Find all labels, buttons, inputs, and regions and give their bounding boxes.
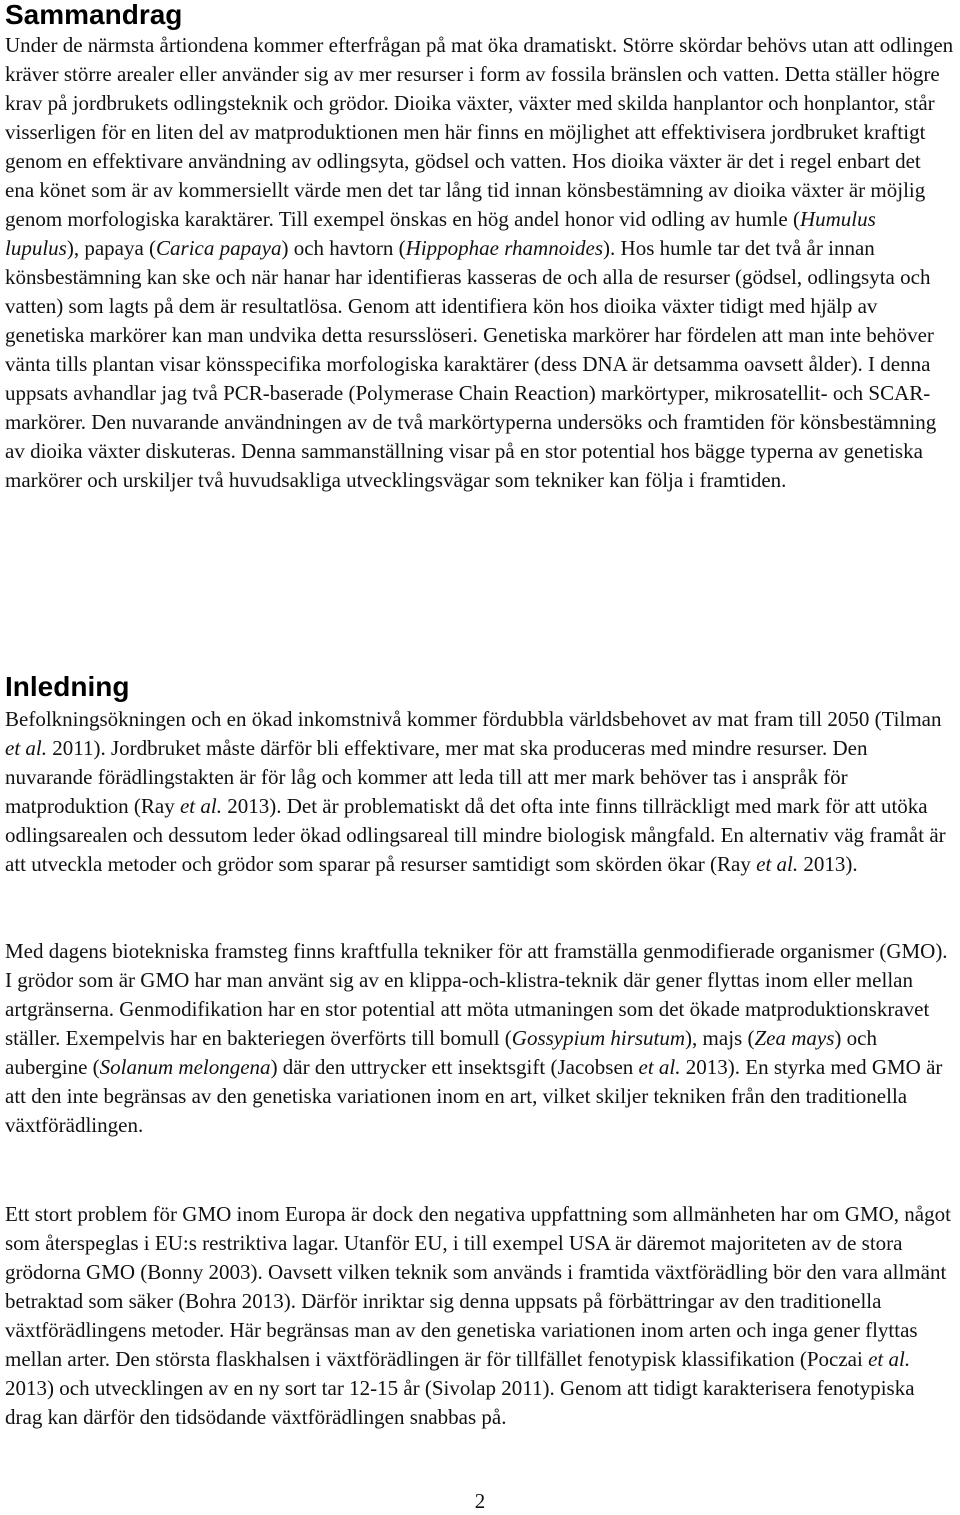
text-run: Under de närmsta årtiondena kommer efterfrågan på mat öka dramatiskt. Större skördar behövs utan att odlingen kräver större arealer eller använder sig av mer resurser i form av fossila bränslen och vatten. Detta ställer högre krav på jordbrukets odlingsteknik och grödor. Dioika växter, växter med skilda hanplantor och honplantor, står visserligen för en liten del av matproduktionen men här finns en möjlighet att effektivisera jordbruket kraftigt genom en effektivare användning av odlingsyta, gödsel och vatten. Hos dioika växter är det i regel enbart det ena könet som är av kommersiellt värde men det tar lång tid innan könsbestämning av dioika växter är möjlig genom morfologiska karaktärer. Till exempel önskas en hög andel honor vid odling av humle ( <box>5 33 954 231</box>
text-run: 2013). Det är problematiskt då det ofta inte finns tillräckligt med mark för att utöka odlingsarealen och dessutom leder ökad odlingsareal till mindre biologisk mångfald. En alternativ väg framåt är att utveckla metoder och grödor som sparar på resurser samtidigt som skörden ökar (Ray <box>5 794 946 876</box>
intro-paragraph-1 <box>5 705 955 879</box>
intro-paragraph-3 <box>5 1200 955 1432</box>
text-run: Befolkningsökningen och en ökad inkomstnivå kommer fördubbla världsbehovet av mat fram till 2050 (Tilman <box>5 707 942 731</box>
text-run: ), majs ( <box>685 1026 755 1050</box>
text-run: ) där den uttrycker ett insektsgift (Jacobsen <box>270 1055 639 1079</box>
intro-paragraph-2 <box>5 937 955 1140</box>
text-run: Ett stort problem för GMO inom Europa är dock den negativa uppfattning som allmänheten har om GMO, något som återspeglas i EU:s restriktiva lagar. Utanför EU, i till exempel USA är däremot majoriteten av de stora grödorna GMO (Bonny 2003). Oavsett vilken teknik som används i framtida växtförädling bör den vara allmänt betraktad som säker (Bohra 2013). Därför inriktar sig denna uppsats på förbättringar av den traditionella växtförädlingens metoder. Här begränsas man av den genetiska variationen inom arten och inga gener flyttas mellan arter. Den största flaskhalsen i växtförädlingen är för tillfället fenotypisk klassifikation (Poczai <box>5 1202 951 1371</box>
citation-et-al: et al. <box>179 794 222 818</box>
section-heading-inledning: Inledning <box>5 671 130 702</box>
species-name: Humulus lupulus <box>5 207 876 260</box>
species-name: Zea mays <box>754 1026 835 1050</box>
citation-et-al: et al. <box>756 852 799 876</box>
section-heading-sammandrag: Sammandrag <box>5 0 183 30</box>
text-run: ) och havtorn ( <box>281 236 406 260</box>
citation-et-al: et al. <box>638 1055 681 1079</box>
citation-et-al: et al. <box>868 1347 911 1371</box>
text-run: 2013). <box>798 852 858 876</box>
species-name: Solanum melongena <box>99 1055 271 1079</box>
text-run: 2013). En styrka med GMO är att den inte begränsas av den genetiska variationen inom en art, vilket skiljer tekniken från den traditionella växtförädlingen. <box>5 1055 943 1137</box>
text-run: ), papaya ( <box>66 236 157 260</box>
text-run: 2011). Jordbruket måste därför bli effektivare, mer mat ska produceras med mindre resurser. Den nuvarande förädlingstakten är för låg och kommer att leda till att mer mark behöver tas i anspråk för matproduktion (Ray <box>5 736 868 818</box>
text-run: Med dagens biotekniska framsteg finns kraftfulla tekniker för att framställa genmodifierade organismer (GMO). I grödor som är GMO har man använt sig av en klippa-och-klistra-teknik där gener flyttas inom eller mellan artgränserna. Genmodifikation har en stor potential att möta utmaningen som det ökade matproduktionskravet ställer. Exempelvis har en bakteriegen överförts till bomull ( <box>5 939 948 1050</box>
page-number: 2 <box>474 1489 486 1513</box>
text-run: 2013) och utvecklingen av en ny sort tar 12-15 år (Sivolap 2011). Genom att tidigt karakterisera fenotypiska drag kan därför den tidsödande växtförädlingen snabbas på. <box>5 1376 915 1429</box>
text-run: ). Hos humle tar det två år innan könsbestämning kan ske och när hanar har identifieras kasseras de och alla de resurser (gödsel, odlingsyta och vatten) som lagts på dem är resultatlösa. Genom att identifiera kön hos dioika växter tidigt med hjälp av genetiska markörer kan man undvika detta resursslöseri. Genetiska markörer har fördelen att man inte behöver vänta tills plantan visar könsspecifika morfologiska karaktärer (dess DNA är detsamma oavsett ålder). I denna uppsats avhandlar jag två PCR-baserade (Polymerase Chain Reaction) markörtyper, mikrosatellit- och SCAR-markörer. Den nuvarande användningen av de två markörtyperna undersöks och framtiden för könsbestämning av dioika växter diskuteras. Denna sammanställning visar på en stor potential hos bägge typerna av genetiska markörer och urskiljer två huvudsakliga utvecklingsvägar som tekniker kan följa i framtiden. <box>5 236 937 492</box>
species-name: Gossypium hirsutum <box>511 1026 686 1050</box>
species-name: Carica papaya <box>156 236 282 260</box>
species-name: Hippophae rhamnoides <box>405 236 604 260</box>
citation-et-al: et al. <box>5 736 47 760</box>
text-run: ) och aubergine ( <box>5 1026 877 1079</box>
abstract-paragraph <box>5 31 955 495</box>
